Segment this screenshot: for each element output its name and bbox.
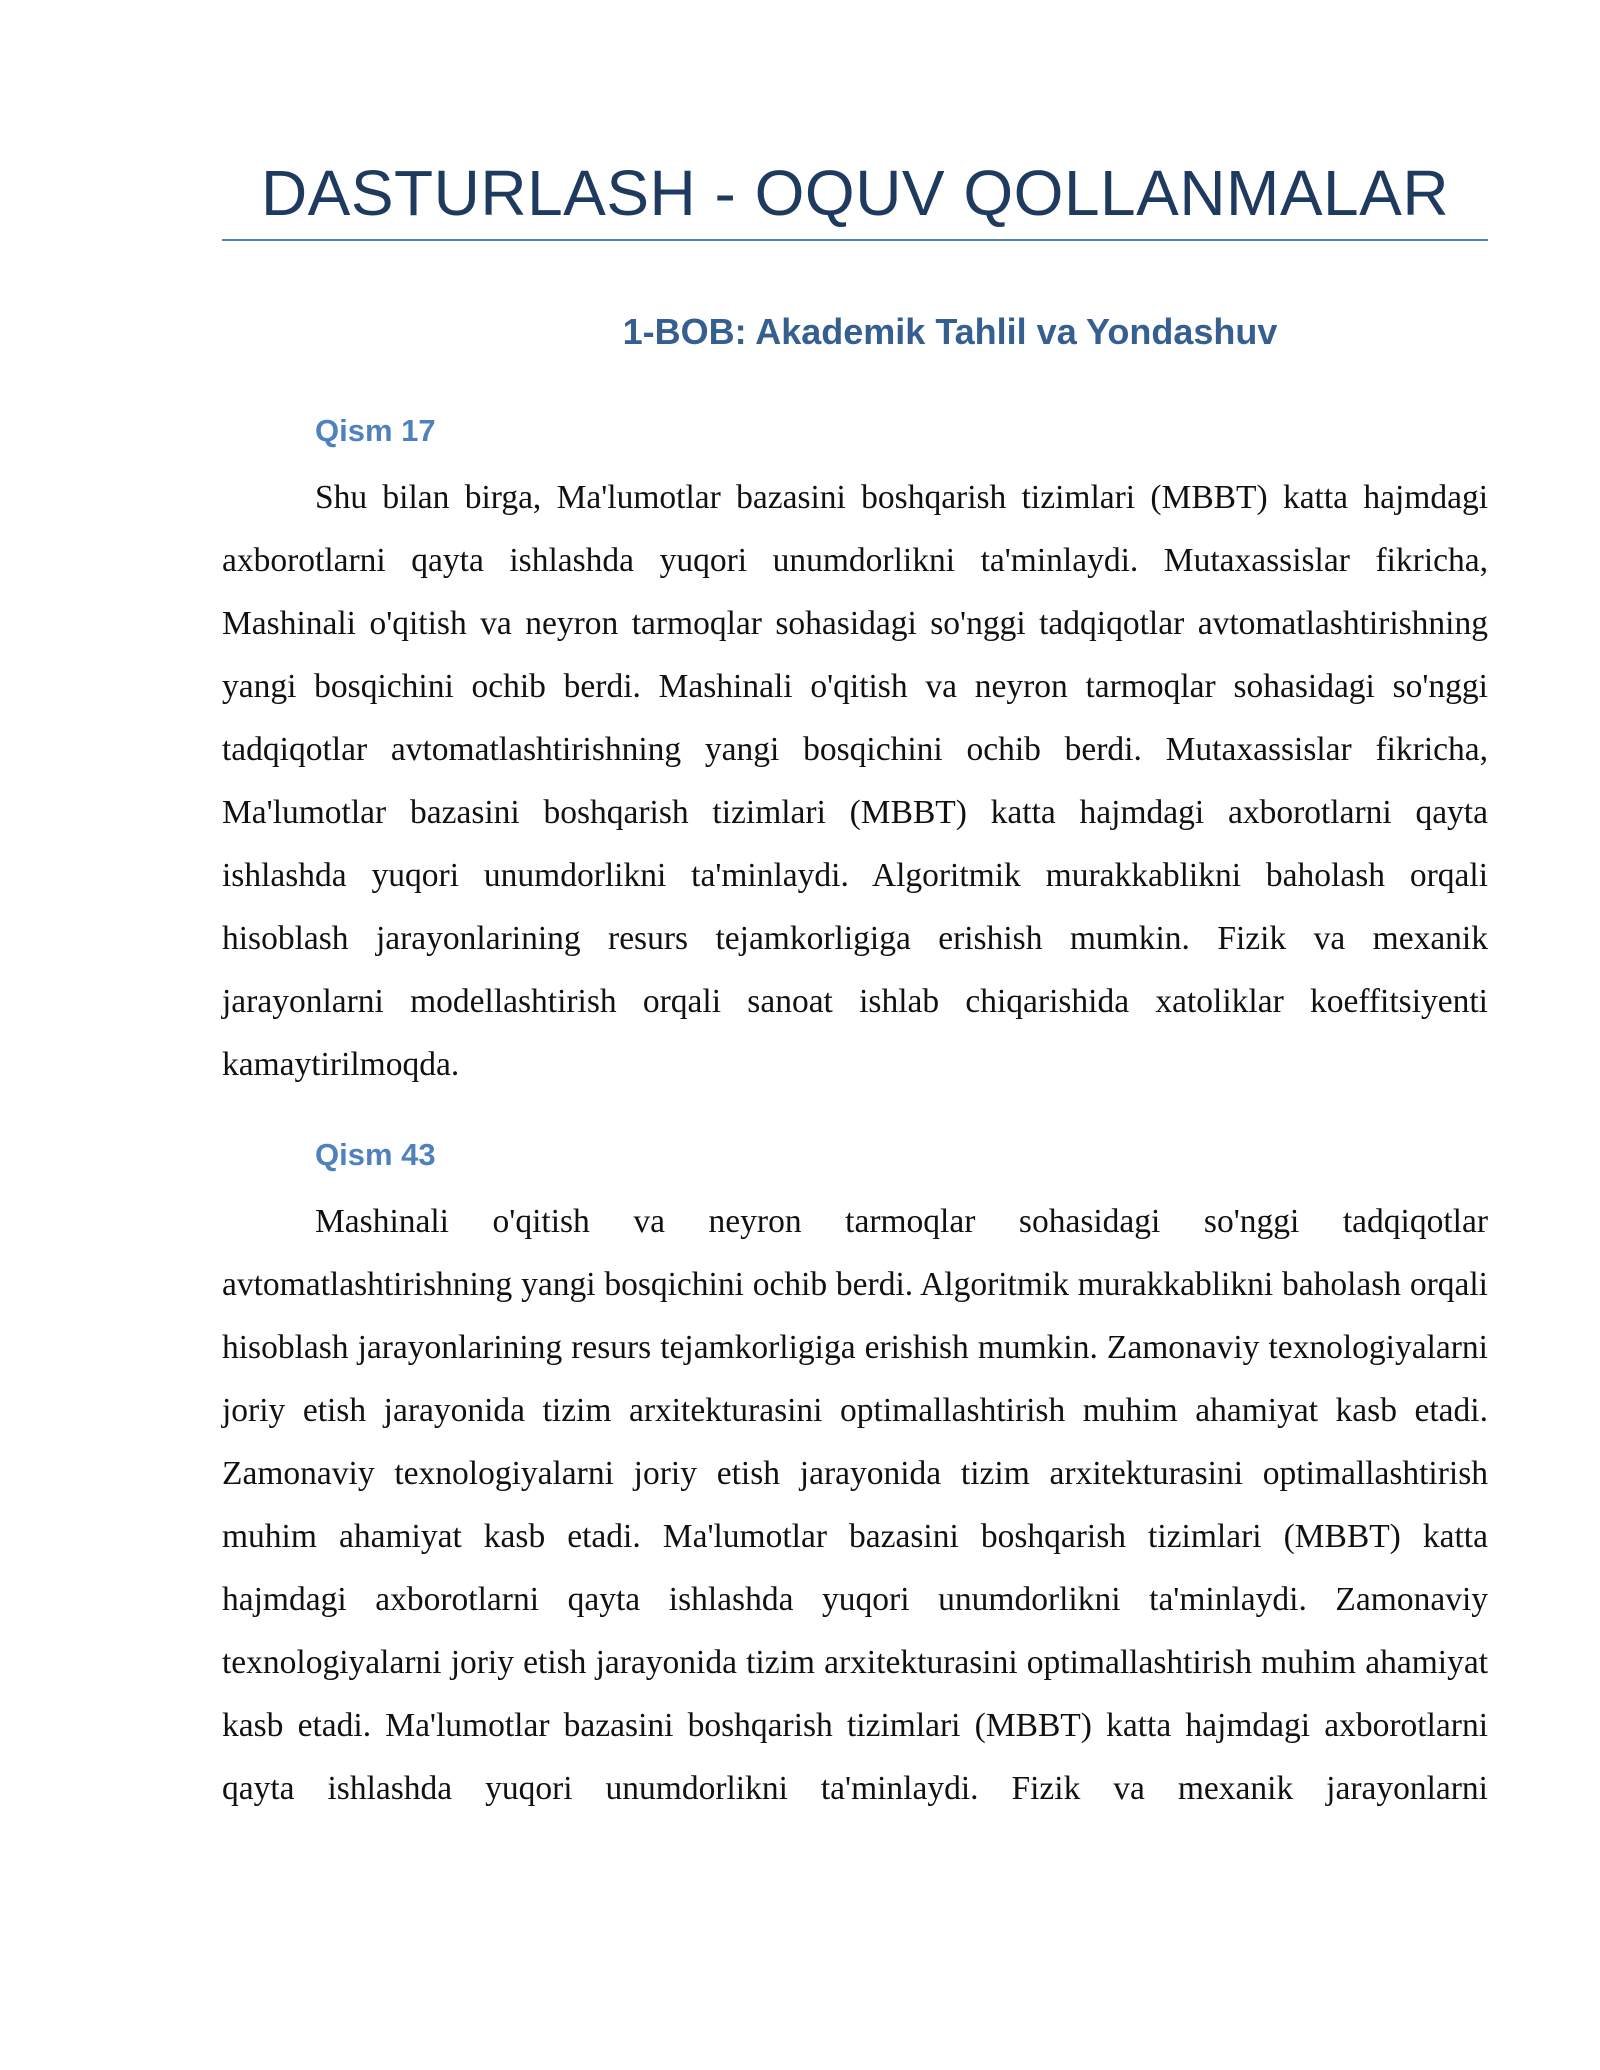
- section-paragraph: Shu bilan birga, Ma'lumotlar bazasini boshqarish tizimlari (MBBT) katta hajmdagi axborotlarni qayta ishlashda yuqori unumdorlikni ta'minlaydi. Mutaxassislar fikricha, Mashinali o'qitish va neyron tarmoqlar sohasidagi so'nggi tadqiqotlar avtomatlashtirishning yangi bosqichini ochib berdi. Mashinali o'qitish va neyron tarmoqlar sohasidagi so'nggi tadqiqotlar avtomatlashtirishning yangi bosqichini ochib berdi. Mutaxassislar fikricha, Ma'lumotlar bazasini boshqarish tizimlari (MBBT) katta hajmdagi axborotlarni qayta ishlashda yuqori unumdorlikni ta'minlaydi. Algoritmik murakkablikni baholash orqali hisoblash jarayonlarining resurs tejamkorligiga erishish mumkin. Fizik va mexanik jarayonlarni modellashtirish orqali sanoat ishlab chiqarishida xatoliklar koeffitsiyenti kamaytirilmoqda.: [222, 479, 1488, 1083]
- section-paragraph: Mashinali o'qitish va neyron tarmoqlar sohasidagi so'nggi tadqiqotlar avtomatlashtirishning yangi bosqichini ochib berdi. Algoritmik murakkablikni baholash orqali hisoblash jarayonlarining resurs tejamkorligiga erishish mumkin. Zamonaviy texnologiyalarni joriy etish jarayonida tizim arxitekturasini optimallashtirish muhim ahamiyat kasb etadi. Zamonaviy texnologiyalarni joriy etish jarayonida tizim arxitekturasini optimallashtirish muhim ahamiyat kasb etadi. Ma'lumotlar bazasini boshqarish tizimlari (MBBT) katta hajmdagi axborotlarni qayta ishlashda yuqori unumdorlikni ta'minlaydi. Zamonaviy texnologiyalarni joriy etish jarayonida tizim arxitekturasini optimallashtirish muhim ahamiyat kasb etadi. Ma'lumotlar bazasini boshqarish tizimlari (MBBT) katta hajmdagi axborotlarni qayta ishlashda yuqori unumdorlikni ta'minlaydi. Fizik va mexanik jarayonlarni: [222, 1203, 1488, 1807]
- section-heading: Qism 43: [315, 1137, 436, 1172]
- title-underline: [222, 239, 1488, 241]
- document-title: DASTURLASH - OQUV QOLLANMALAR: [260, 157, 1450, 229]
- chapter-heading: 1-BOB: Akademik Tahlil va Yondashuv: [622, 311, 1278, 352]
- section-heading: Qism 17: [315, 413, 436, 448]
